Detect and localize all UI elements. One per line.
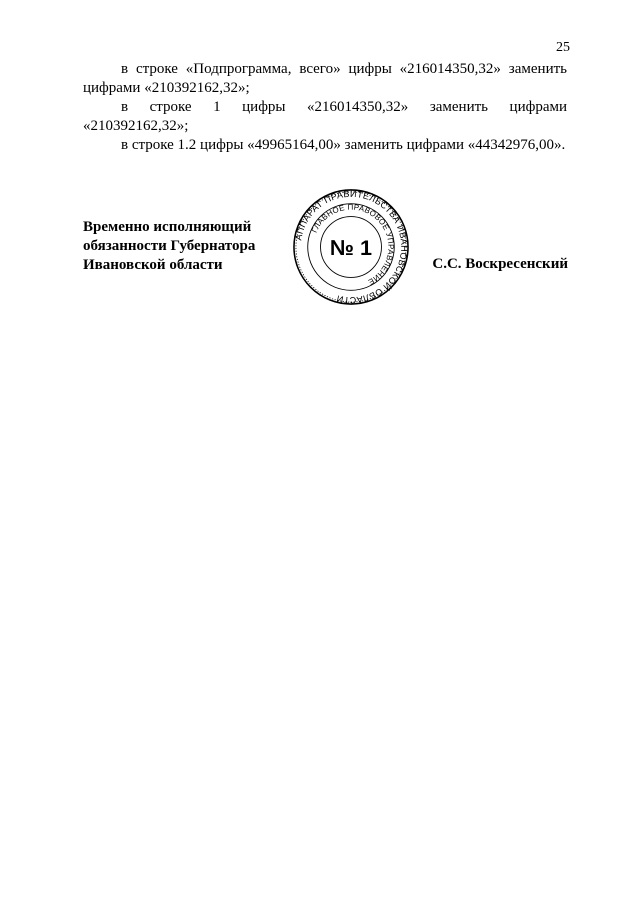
position-line: Ивановской области [83, 257, 223, 273]
paragraph-row-1-2: в строке 1.2 цифры «49965164,00» заменить цифрами «44342976,00». [121, 137, 566, 153]
position-line: обязанности Губернатора [83, 238, 256, 254]
page-number: 25 [556, 40, 570, 55]
signer-name: С.С. Воскресенский [432, 256, 568, 272]
seal-center-number: № 1 [329, 234, 373, 260]
signatory-position [83, 218, 255, 275]
position-line: Временно исполняющий [83, 219, 252, 235]
document-body [83, 60, 567, 155]
official-seal-stamp [292, 188, 410, 306]
paragraph-row-1: в строке 1 цифры «216014350,32» заменить цифрами «210392162,32»; [83, 99, 567, 134]
seal-outer-text: АППАРАТ ПРАВИТЕЛЬСТВА ИВАНОВСКОЙ ОБЛАСТИ [293, 188, 410, 306]
paragraph-subprogram-total: в строке «Подпрограмма, всего» цифры «216014350,32» заменить цифрами «210392162,32»; [83, 61, 567, 96]
seal-inner-text: ГЛАВНОЕ ПРАВОВОЕ УПРАВЛЕНИЕ [309, 202, 396, 287]
